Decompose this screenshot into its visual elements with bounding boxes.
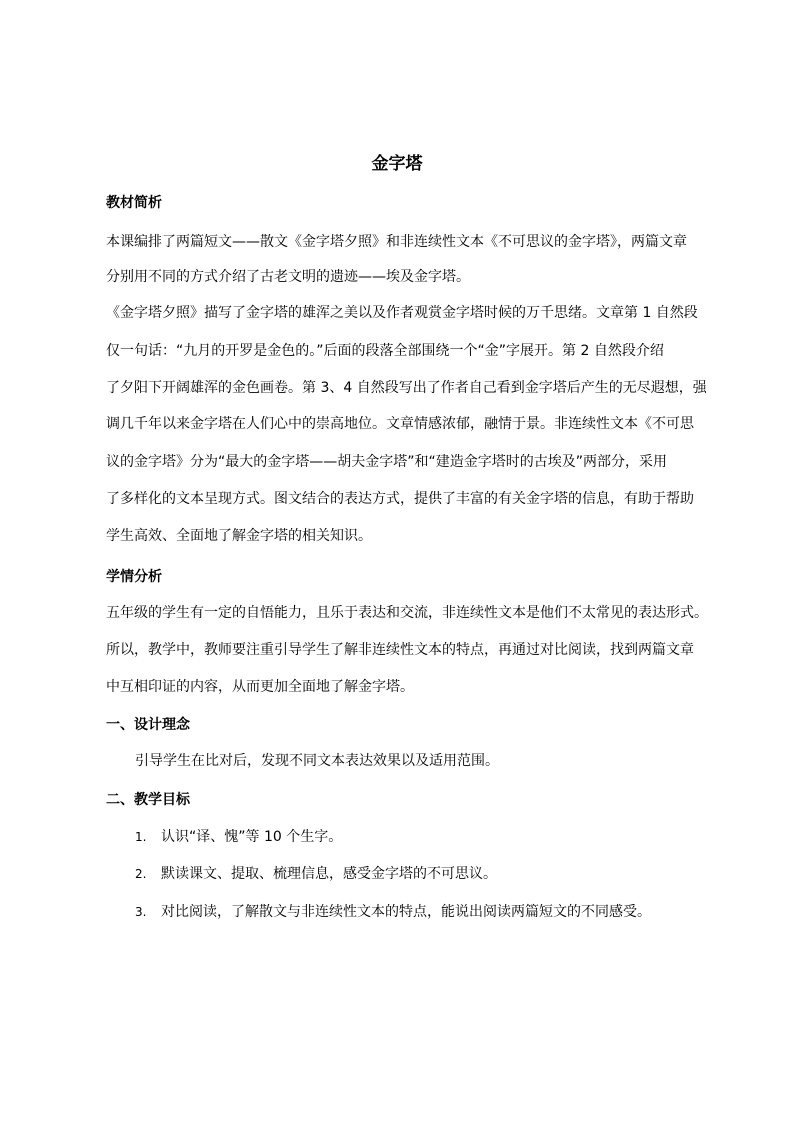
document-title: 金字塔 xyxy=(371,154,423,174)
paragraph-line: 五年级的学生有一定的自悟能力，且乐于表达和交流，非连续性文本是他们不太常见的表达形式。 xyxy=(106,605,708,621)
section-heading-analysis: 教材简析 xyxy=(106,195,162,211)
section-heading-goals: 二、教学目标 xyxy=(106,792,190,808)
goal-number: 2. xyxy=(135,867,147,881)
paragraph-line: 本课编排了两篇短文——散文《金字塔夕照》和非连续性文本《不可思议的金字塔》，两篇文章 xyxy=(106,234,687,250)
paragraph-line: 调几千年以来金字塔在人们心中的崇高地位。文章情感浓郁，融情于景。非连续性文本《不可思 xyxy=(106,416,694,432)
goal-text: 默读课文、提取、梳理信息，感受金字塔的不可思议。 xyxy=(161,866,497,882)
paragraph-line: 了多样化的文本呈现方式。图文结合的表达方式，提供了丰富的有关金字塔的信息，有助于帮助 xyxy=(106,491,694,507)
goal-text: 对比阅读，了解散文与非连续性文本的特点，能说出阅读两篇短文的不同感受。 xyxy=(161,904,651,920)
goal-list-item xyxy=(135,902,651,922)
concept-text: 引导学生在比对后，发现不同文本表达效果以及适用范围。 xyxy=(135,753,499,769)
paragraph-line: 了夕阳下开阔雄浑的金色画卷。第 3、4 自然段写出了作者自己看到金字塔后产生的无尽遐想，强 xyxy=(106,380,707,396)
paragraph-line: 所以，教学中，教师要注重引导学生了解非连续性文本的特点，再通过对比阅读，找到两篇文章 xyxy=(106,642,694,658)
paragraph-line: 学生高效、全面地了解金字塔的相关知识。 xyxy=(106,528,372,544)
paragraph-line: 中互相印证的内容，从而更加全面地了解金字塔。 xyxy=(106,679,414,695)
goal-number: 3. xyxy=(135,905,147,919)
paragraph-line: 分别用不同的方式介绍了古老文明的遗迹——埃及金字塔。 xyxy=(106,269,470,285)
paragraph-line: 议的金字塔》分为“最大的金字塔——胡夫金字塔”和“建造金字塔时的古埃及”两部分，采用 xyxy=(106,454,668,470)
section-heading-students: 学情分析 xyxy=(106,569,162,585)
goal-text: 认识“译、愧”等 10 个生字。 xyxy=(161,829,343,845)
goal-list-item xyxy=(135,864,497,884)
section-heading-concept: 一、设计理念 xyxy=(106,717,190,733)
paragraph-line: 《金字塔夕照》描写了金字塔的雄浑之美以及作者观赏金字塔时候的万千思绪。文章第 1 自然段 xyxy=(106,305,698,321)
paragraph-line: 仅一句话：“九月的开罗是金色的。”后面的段落全部围绕一个“金”字展开。第 2 自然段介绍 xyxy=(106,343,664,359)
goal-number: 1. xyxy=(135,830,147,844)
goal-list-item xyxy=(135,827,342,847)
